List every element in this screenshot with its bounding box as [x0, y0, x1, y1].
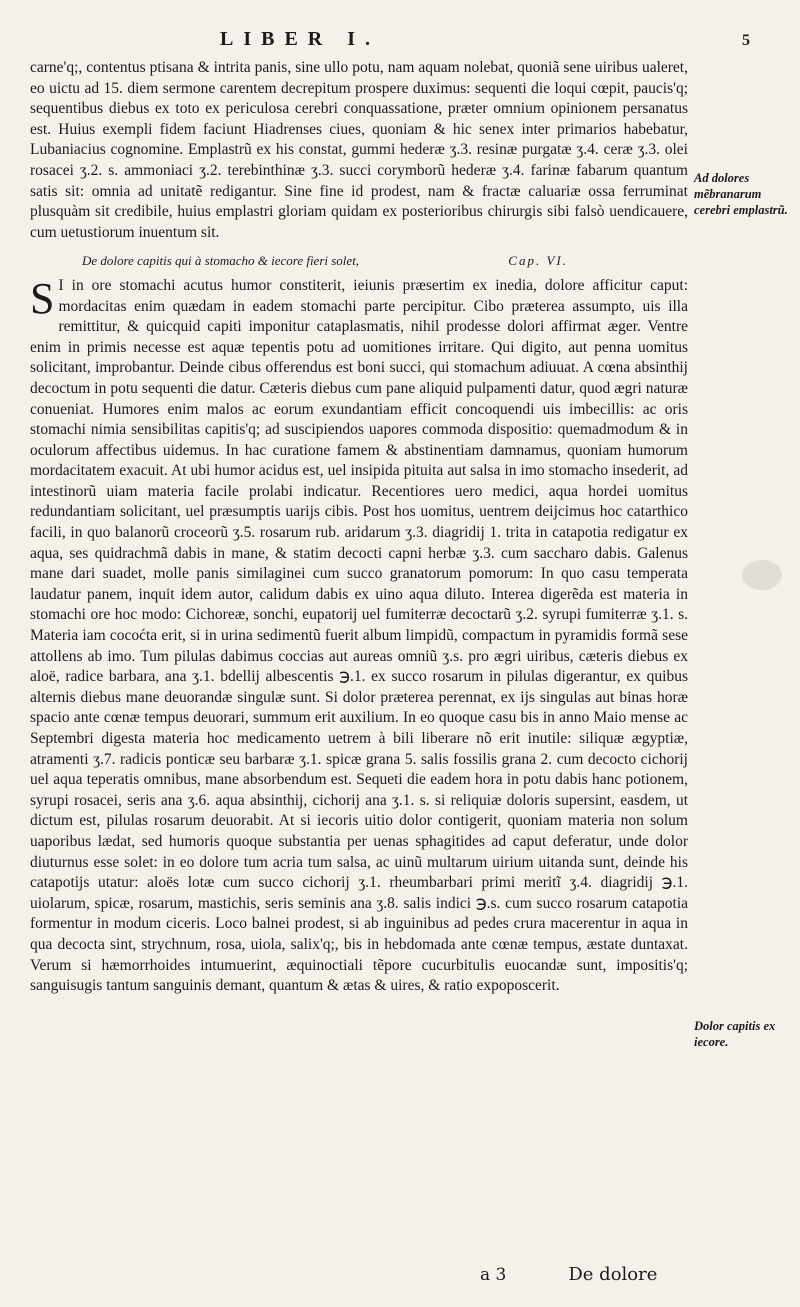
folio-number: 5 — [742, 32, 750, 49]
margin-note-liver: Dolor capitis ex iecore. — [694, 1019, 776, 1049]
chapter-heading — [30, 251, 688, 272]
paragraph-stomach-headache — [30, 273, 688, 997]
paper-stain — [742, 560, 782, 590]
chapter-title: De dolore capitis qui à stomacho & iecore fieri solet, — [82, 253, 360, 269]
main-text-column — [30, 58, 688, 997]
margin-note-membranes: Ad dolores mẽbranarum cerebri emplastrũ. — [694, 171, 788, 217]
running-header — [220, 28, 750, 51]
catchword: De dolore — [568, 1264, 658, 1285]
page-footer — [480, 1264, 780, 1285]
paragraph-stomach-text: I in ore stomachi acutus humor constiterit, ieiunis præsertim ex inedia, dolore afficitur caput: mordacitas enim quædam in eadem stomachi parte percipitur. Cibo præterea assumpto, uis illa remittitur, & quicquid capiti imponitur cataplasmatis, nihil prodesse dolori affirmat æger. Ventre enim in primis necesse est aquæ tepentis potu ad uomitiones irritare. Qui digito, aut penna uomitus solicitant, improbantur. Deinde cibus offerendus est boni succi, qui stomachum adiuuat. A cœna absinthij decoctum in potu sequenti die datur. Cæteris diebus cum pane aliquid pulpamenti datur, quod ægri naturæ conueniat. Humores enim malos ac eorum exundantiam efficit concoquendi uis imbecillis: ac oris stomachi nimia sensibilitas capitis'q; ad suscipiendos uapores commoda dispositio: quemadmodum & in oculorum affectibus uidemus. In hac curatione famem & abstinentiam damnamus, quoniam humorum mordacitatem exacuit. At ubi humor acidus est, uel insipida pituita aut salsa in imo stomacho insederit, ad intestinorũ uiam materia facile prolabi indicatur. Recentiores uero medici, aqua hordei uomitus redundantiam solicitant, uel præsumptis uarijs cibis. Post hos uomitus, uentrem deijcimus hoc catarthico facili, in quo balanorũ croceorũ ʒ.5. rosarum rub. aridarum ʒ.3. diagridij 1. trita in catapotia redigatur ex aqua, ses quidrachmã dabis in mane, & statim decocti capni herbæ ʒ.3. cum saccharo dabis. Galenus mane dari suadet, molle panis similaginei cum succo granatorum pomorum: In quo casu temperata laudatur panem, inquit idem autor, calidum dabis ex uino aqua diluto. Interea digerẽda est materia in stomachi ore hoc modo: Cichoreæ, sonchi, eupatorij uel fumiterræ decoctarũ ʒ.2. syrupi fumiterræ ʒ.1. s. Materia iam cocoćta erit, si in urina sedimentũ fuerit album limpidũ, compactum in pyramidis formã sese attollens ab imo. Tum pilulas dabimus coccias aut aureas omniũ ʒ.s. pro ægri uiribus, cæteris diebus ex aloë, radice barbara, ana ʒ.1. bdellij albescentis ℈.1. ex succo rosarum in pilulas digerantur, ex quibus alternis diebus mane deuorandæ singulæ sunt. Si dolor præterea perennat, ex ijs singulas aut binas horæ spacio ante cœnæ tempus deuorari, summum erit auxilium. In eo quoque casu bis in anno Maio mense ac Septembri digesta materia hoc medicamento uetrem à bili liberare nõ erit inutile: siliquæ ægyptiæ, atramenti ʒ.7. radicis ponticæ seu barbaræ ʒ.1. spicæ grana 5. salis fossilis grana 2. cum decocto cichorij uel aqua teperatis omnibus, mane absorbendum est. Sequeti die eadem hora in potu dabis hanc potionem, syrupi rosacei, seris ana ʒ.6. aqua absinthij, cichorij ana ʒ.1. s. si reliquiæ doloris supersint, easdem, ut dictum est, pilulas rosarum deuorabit. At si iecoris uitio dolor contigerit, quoniam materia non solum uaporibus lædat, sed humoris quoque substantia per uenas sphagitides ad caput deferatur, unde dolor diuturnus esse solet: in eo dolore tum acria tum salsa, ac uinũ multarum uirium uitanda sunt, deinde his catapotijs utatur: aloës lotæ cum succo cichorij ʒ.1. rheumbarbari primi meritĩ ʒ.4. diagridij ℈.1. uiolarum, spicæ, rosarum, mastichis, seris seminis ana ʒ.8. salis indici ℈.s. cum succo rosarum catapotia formentur in modum ciceris. Loco balnei prodest, si ab inguinibus ad pedes crura macerentur in aqua in qua decocta sint, strychnum, rosa, uiola, salix'q;, bis in hebdomada ante cœnæ tempus, æstate duntaxat. Verum si hæmorrhoides intumuerint, æquinoctiali tẽpore cucurbitulis euocandæ sunt, impositis'q; sanguisugis tantum sanguinis demant, quantum & ætas & uires, & ratio expoposcerit. — [30, 276, 688, 995]
drop-capital: S — [30, 273, 55, 323]
chapter-number: Cap. VI. — [508, 253, 568, 269]
running-title: LIBER I. — [220, 28, 381, 50]
signature-mark: a 3 — [480, 1265, 507, 1285]
paragraph-emplastrum: carne'q;, contentus ptisana & intrita panis, sine ullo potu, nam aquam nolebat, quoniã sene uiribus ualeret, eo uictu ad 15. diem sermone carentem decrepitum prospere duximus: sequenti die loqui cœpit, paucis'q; sequentibus diebus ex toto ex periculosa cerebri conquassatione, præter omnium opinionem persanatus est. Huius exempli fidem faciunt Hiadrenses ciues, quoniam & hic senex inter primarios habebatur, Lubaniacius cognomine. Emplastrũ ex his constat, gummi hederæ ʒ.3. resinæ purgatæ ʒ.4. ceræ ʒ.3. olei rosacei ʒ.2. s. ammoniaci ʒ.2. terebinthinæ ʒ.3. succi corymborũ hederæ ʒ.4. farinæ fabarum quantum satis sit: omnia ad unitatẽ redigantur. Sine fine id prodest, nam & fractæ caluariæ ossa ferruminat plusquàm sit credibile, huius emplastri gloriam quidam ex posterioribus chirurgis sibi falsò uendicauere, cum uetustiorum inuentum sit. — [30, 59, 688, 241]
